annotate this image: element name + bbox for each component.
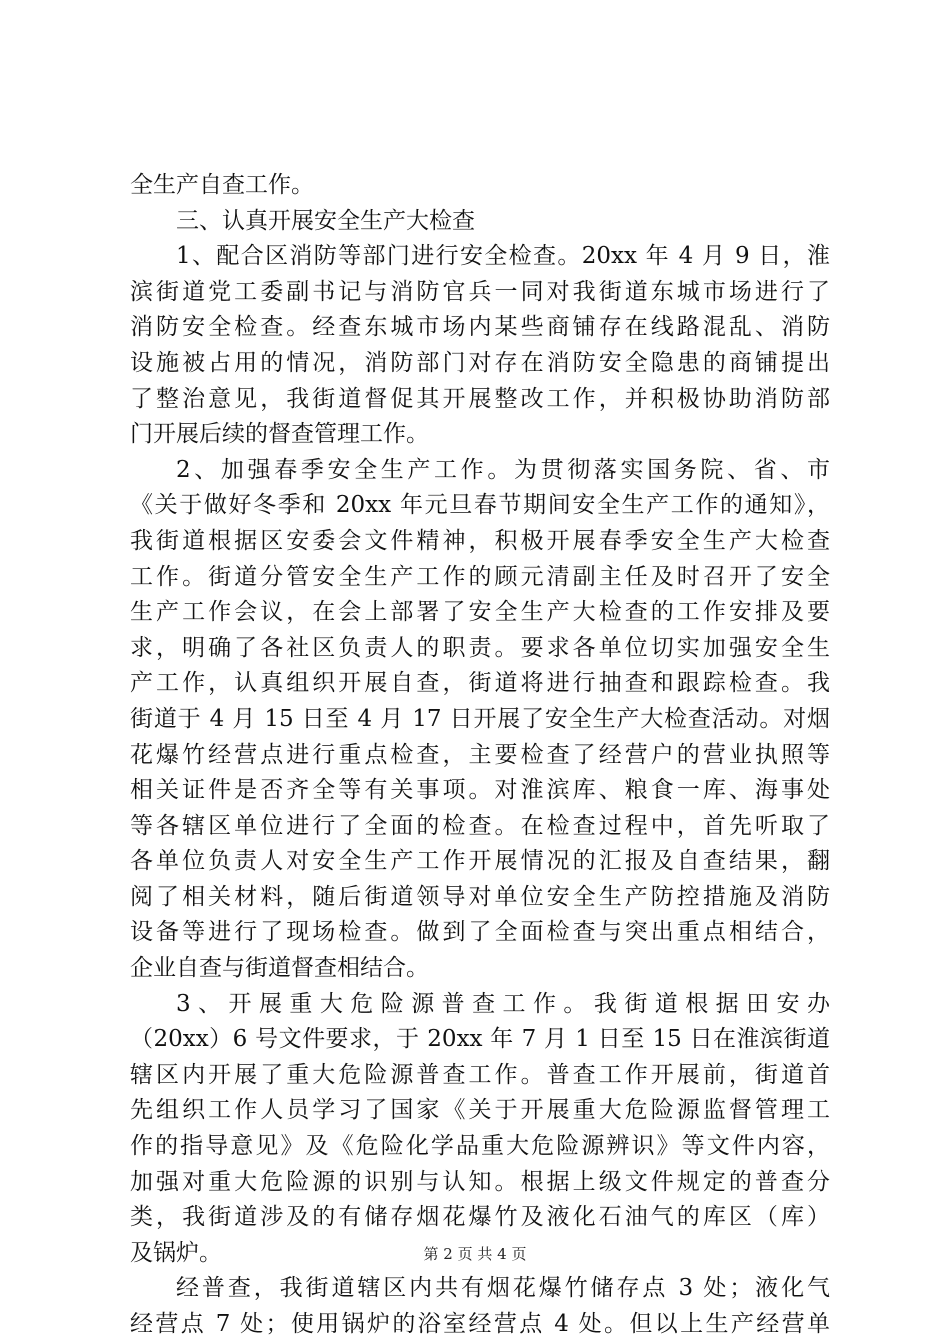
text-line: 生产工作会议，在会上部署了安全生产大检查的工作安排及要 [130, 599, 830, 626]
text-line: 及锅炉。 [130, 1239, 222, 1266]
document-body [130, 168, 830, 1343]
text-line: 三、认真开展安全生产大检查 [176, 207, 475, 234]
text-line: 《关于做好冬季和 20xx 年元旦春节期间安全生产工作的通知》， [130, 492, 830, 519]
text-line: 各单位负责人对安全生产工作开展情况的汇报及自查结果，翻 [130, 848, 830, 875]
text-line: 3、开展重大危险源普查工作。我街道根据田安办 [176, 990, 830, 1017]
page-footer: 第 2 页 共 4 页 [423, 1245, 527, 1263]
text-line: 阅了相关材料，随后街道领导对单位安全生产防控措施及消防 [130, 883, 830, 910]
text-line: 街道于 4 月 15 日至 4 月 17 日开展了安全生产大检查活动。对烟 [130, 705, 830, 732]
text-line: 消防安全检查。经查东城市场内某些商铺存在线路混乱、消防 [130, 314, 830, 341]
text-line: 辖区内开展了重大危险源普查工作。普查工作开展前，街道首 [130, 1061, 830, 1088]
text-line: （20xx）6 号文件要求，于 20xx 年 7 月 1 日至 15 日在淮滨街道 [130, 1026, 830, 1053]
text-line: 类，我街道涉及的有储存烟花爆竹及液化石油气的库区（库） [130, 1204, 830, 1231]
text-line: 了整治意见，我街道督促其开展整改工作，并积极协助消防部 [130, 385, 830, 412]
text-line: 经营点 7 处；使用锅炉的浴室经营点 4 处。但以上生产经营单 [130, 1311, 830, 1337]
text-line: 设施被占用的情况，消防部门对存在消防安全隐患的商铺提出 [130, 349, 830, 376]
text-line: 花爆竹经营点进行重点检查，主要检查了经营户的营业执照等 [130, 741, 830, 768]
text-line: 工作。街道分管安全生产工作的顾元清副主任及时召开了安全 [130, 563, 830, 590]
text-line: 2、加强春季安全生产工作。为贯彻落实国务院、省、市 [176, 456, 830, 483]
text-line: 滨街道党工委副书记与消防官兵一同对我街道东城市场进行了 [130, 278, 830, 305]
text-line: 我街道根据区安委会文件精神，积极开展春季安全生产大检查 [130, 527, 830, 554]
text-line: 1、配合区消防等部门进行安全检查。20xx 年 4 月 9 日，淮 [176, 243, 830, 270]
text-line: 门开展后续的督查管理工作。 [130, 421, 429, 448]
text-line: 加强对重大危险源的识别与认知。根据上级文件规定的普查分 [130, 1168, 830, 1195]
text-line: 产工作，认真组织开展自查，街道将进行抽查和跟踪检查。我 [130, 670, 830, 697]
text-line: 企业自查与街道督查相结合。 [130, 955, 429, 982]
text-line: 设备等进行了现场检查。做到了全面检查与突出重点相结合， [130, 919, 830, 946]
text-line: 等各辖区单位进行了全面的检查。在检查过程中，首先听取了 [130, 812, 830, 839]
text-line: 全生产自查工作。 [130, 172, 314, 198]
text-line: 作的指导意见》及《危险化学品重大危险源辨识》等文件内容， [130, 1133, 830, 1160]
text-line: 经普查，我街道辖区内共有烟花爆竹储存点 3 处；液化气 [176, 1275, 830, 1302]
text-line: 求，明确了各社区负责人的职责。要求各单位切实加强安全生 [130, 634, 830, 661]
text-line: 先组织工作人员学习了国家《关于开展重大危险源监督管理工 [130, 1097, 830, 1124]
text-line: 相关证件是否齐全等有关事项。对淮滨库、粮食一库、海事处 [130, 777, 830, 804]
